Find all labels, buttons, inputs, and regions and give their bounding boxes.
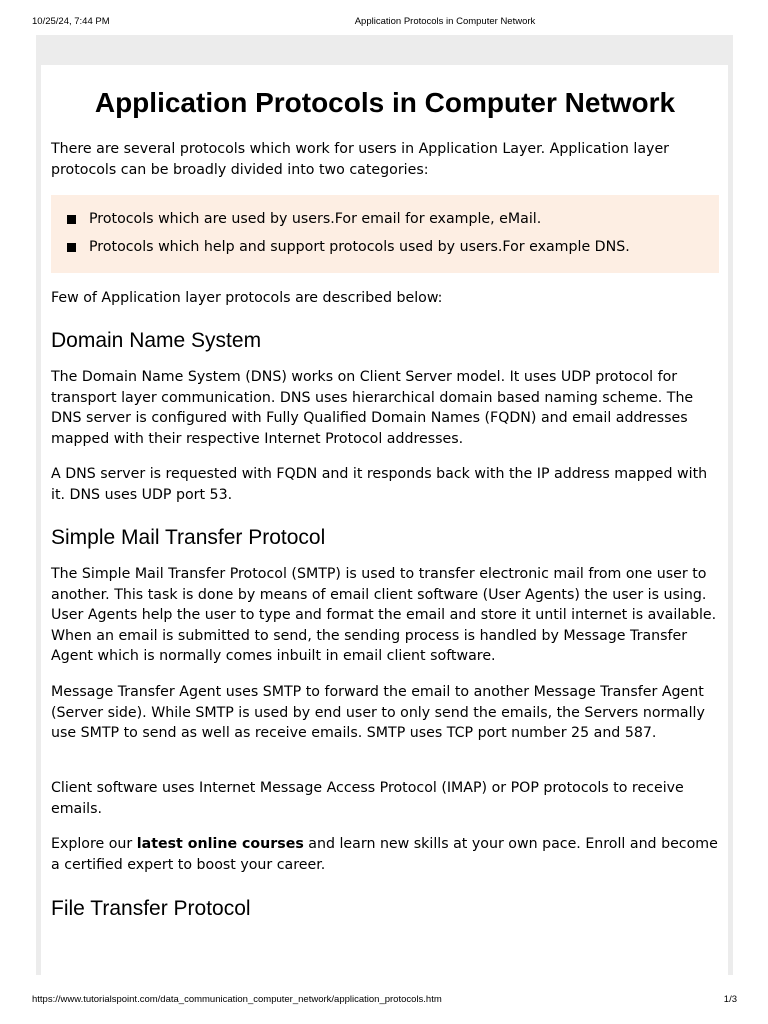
article-card — [41, 65, 728, 975]
section-heading-smtp: Simple Mail Transfer Protocol — [51, 526, 326, 549]
print-url: https://www.tutorialspoint.com/data_communication_computer_network/application_protocols.htm — [32, 994, 442, 1005]
smtp-paragraph-3: Client software uses Internet Message Access Protocol (IMAP) or POP protocols to receive emails. — [51, 780, 684, 817]
list-item-text: Protocols which are used by users.For email for example, eMail. — [89, 211, 542, 227]
promo-text-after: and learn new skills at your own pace. Enroll and become a certified expert to boost your career. — [51, 836, 718, 873]
intro-paragraph: There are several protocols which work for users in Application Layer. Application layer protocols can be broadly divided into two categories: — [51, 141, 670, 178]
print-header — [0, 16, 768, 32]
print-footer — [0, 994, 768, 1010]
latest-courses-link[interactable]: latest online courses — [136, 836, 304, 852]
list-item — [51, 209, 719, 229]
smtp-paragraph-2: Message Transfer Agent uses SMTP to forward the email to another Message Transfer Agent (Server side). While SMTP is used by end user to only send the emails, the Servers normally use SMTP to send as well as receive emails. SMTP uses TCP port number 25 and 587. — [51, 684, 705, 741]
promo-paragraph — [51, 834, 719, 875]
print-page-number: 1/3 — [723, 994, 737, 1005]
list-item — [51, 237, 719, 257]
section-heading-ftp: File Transfer Protocol — [51, 897, 251, 920]
promo-text-before: Explore our — [51, 836, 137, 852]
section-heading-dns: Domain Name System — [51, 329, 262, 352]
lead-paragraph: Few of Application layer protocols are described below: — [51, 290, 443, 306]
dns-paragraph-1: The Domain Name System (DNS) works on Client Server model. It uses UDP protocol for transport layer communication. DNS uses hierarchical domain based naming scheme. The DNS server is configured with Fully Qualified Domain Names (FQDN) and email addresses mapped with their respective Internet Protocol addresses. — [51, 369, 694, 447]
list-item-text: Protocols which help and support protocols used by users.For example DNS. — [89, 239, 630, 255]
smtp-paragraph-1: The Simple Mail Transfer Protocol (SMTP) is used to transfer electronic mail from one user to another. This task is done by means of email client software (User Agents) the user is using. User Agents help the user to type and format the email and store it until internet is available. When an email is submitted to send, the sending process is handled by Message Transfer Agent which is normally comes inbuilt in email client software. — [51, 566, 717, 664]
dns-paragraph-2: A DNS server is requested with FQDN and it responds back with the IP address mapped with it. DNS uses UDP port 53. — [51, 466, 708, 503]
print-datetime: 10/25/24, 7:44 PM — [32, 16, 110, 27]
square-bullet-icon — [67, 215, 76, 224]
square-bullet-icon — [67, 243, 76, 252]
callout-box — [51, 195, 719, 273]
article-title: Application Protocols in Computer Network — [94, 87, 676, 118]
print-page-title: Application Protocols in Computer Network — [354, 16, 536, 27]
